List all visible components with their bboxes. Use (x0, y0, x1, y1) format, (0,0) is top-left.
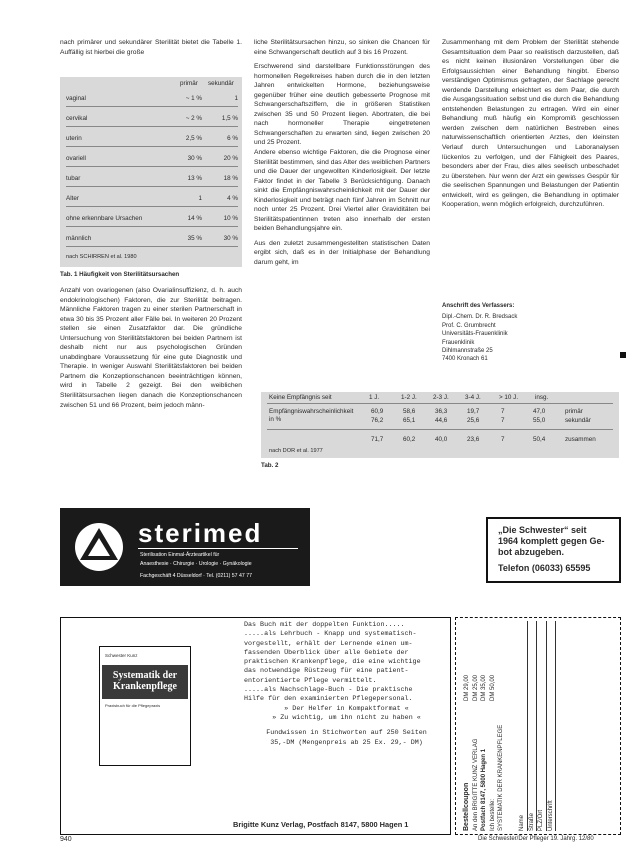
row-label: tubar (66, 175, 81, 182)
sterimed-line2: Anaesthesie · Chirurgie · Urologie · Gynäkologie (140, 561, 252, 567)
row-label: ovariell (66, 155, 86, 162)
book-description (244, 621, 449, 748)
coupon-line: SYSTEMATIK DER KRANKENPFLEGE (498, 724, 505, 831)
table2-cell: 7 (501, 417, 505, 424)
table2-cell: 47,0 (533, 408, 546, 415)
coupon-price: DM 29,00 (464, 674, 470, 701)
table2-cell: 40,0 (435, 436, 448, 443)
row-label: uterin (66, 135, 82, 142)
table2-header: Keine Empfängnis seit (269, 394, 332, 401)
row-value-primary: 1 (198, 195, 202, 202)
coupon-line: Postfach 8147, 5800 Hagen 1 (481, 748, 488, 831)
row-value-primary: ~ 2 % (185, 115, 202, 122)
row-label: Alter (66, 195, 79, 202)
table-row (60, 111, 242, 127)
author-line: 7400 Kronach 61 (442, 356, 488, 363)
table2-source: nach DOR et al. 1977 (269, 448, 323, 454)
row-value-primary: 2,5 % (185, 135, 202, 142)
book-author: Schwester Kunz (105, 653, 138, 658)
table-2 (261, 392, 619, 458)
row-value-secondary: 30 % (223, 235, 238, 242)
table2-cell: 55,0 (533, 417, 546, 424)
table1-header-secondary: sekundär (208, 80, 234, 87)
table2-row-group: zusammen (565, 436, 596, 443)
table2-cell: 23,6 (467, 436, 480, 443)
sterimed-line3: Fachgeschäft 4 Düsseldorf · Tel. (0211) 57 47 77 (140, 573, 252, 579)
book-desc-line: Hilfe für den examinierten Pflegepersonal. (244, 695, 413, 704)
sterimed-line1: Sterilisation Einmal-Ärzteartikel für (140, 552, 220, 558)
col3-text (442, 38, 619, 210)
book-title-line: Krankenpflege (113, 681, 177, 692)
table2-header: > 10 J. (499, 394, 519, 401)
row-label: männlich (66, 235, 92, 242)
author-line: Frauenklinik (442, 339, 475, 346)
coupon-price: DM 25,00 (472, 674, 479, 701)
row-value-secondary: 10 % (223, 215, 238, 222)
table1-source: nach SCHIRREN et al. 1980 (66, 254, 137, 260)
book-ad (60, 617, 451, 835)
table2-cell: 50,4 (533, 436, 546, 443)
author-address (442, 302, 619, 364)
table1-header-primary: primär (180, 80, 198, 87)
order-coupon (455, 617, 621, 835)
table-row (60, 191, 242, 207)
journal-footer: Die Schwester/Der Pfleger 19. Jahrg. 12/80 (478, 836, 594, 842)
table-row (60, 231, 242, 247)
book-desc-line: das notwendige Rüstzeug für eine patient- (244, 667, 409, 676)
row-label: cervikal (66, 115, 88, 122)
table-row (60, 171, 242, 187)
coupon-field[interactable]: PLZ/Ort (537, 621, 547, 831)
row-value-primary: 35 % (187, 235, 202, 242)
coupon-field[interactable]: Straße (528, 621, 538, 831)
table2-header: 1 J. (369, 394, 380, 401)
table-1 (60, 77, 242, 267)
table2-row-group: primär (565, 408, 583, 415)
book-title-line: Systematik der (112, 670, 178, 681)
book-subtitle: Praxisbuch für die Pflegepraxis (105, 703, 161, 708)
book-desc-line: » Der Helfer in Kompaktformat « (284, 704, 409, 713)
row-label: vaginal (66, 95, 86, 102)
author-line: Dipl.-Chem. Dr. R. Bredsack (442, 314, 518, 321)
table2-row-label: Empfängniswahrscheinlichkeit in % (269, 408, 354, 423)
author-line: Prof. C. Grumbrecht (442, 322, 496, 329)
coupon-line: An den BRIGITTE KUNZ VERLAG (472, 738, 479, 831)
col3-paragraph: Zusammenhang mit dem Problem der Sterilität stehende Gesamtsituation dem Paar so realistisch darzustellen, daß es nicht keinen illusionären Vorstellungen über die Erfolgsaussichten einer Behandlung hingibt. Ebenso verständigen Optimismus gefragten, der Sachlage gerecht werdende Darstellung erleichtert es dem Paar, die durch die Ausgangssituation selbst und die durch die Behandlung entstehenden Belastungen zu ertragen. Wird ein einer Behandlung muß häufig ein Kompromiß geschlossen werden zwischen dem natürlichen Bestreben eines naturwissenschaftlich orientierten Arztes, den kleinsten Verlauf durch Untersuchungen und Laboranalysen lückenlos zu verfolgen, und der Fähigkeit des Paares, besonders aber der Frau, dies alles seelisch unbeschadet zu überstehen. Nur wenn der Arzt ein gewisses Gespür für die seelischen Spannungen und Belastungen der Patientin entwickelt, wird es gelingen, die Behandlung in optimaler Kooperation, wenn möglich erfolgreich, durchzuführen. (442, 39, 619, 209)
col2-paragraph: Andere ebenso wichtige Faktoren, die die Prognose einer Sterilität bestimmen, sind das Alter des weiblichen Partners und die Dauer der ungewollten Kinderlosigkeit. Der letzte Faktor findet in der Tabelle 3 Berücksichtigung. Danach sinkt die Empfängniswahrscheinlichkeit mit der Dauer der Kinderlosigkeit und beträgt nach fünf Jahren im Schnitt nur noch unter 25 Prozent. Drei Viertel aller Graviditäten bei Sterilitätspatientinnen treten also innerhalb der ersten beiden Behandlungsjahre ein. (254, 149, 430, 233)
col1-lead: nach primärer und sekundärer Sterilität bietet die Tabelle 1. Auffällig ist hierbei die große (60, 39, 242, 56)
schwester-ad-line: 1964 komplett gegen Ge- (498, 536, 605, 546)
row-value-primary: 30 % (187, 155, 202, 162)
table2-cell: 60,2 (403, 436, 416, 443)
table2-header: 3-4 J. (465, 394, 481, 401)
table2-cell: 7 (501, 436, 505, 443)
book-desc-line: .....als Lehrbuch - Knapp und systematisch- (244, 630, 417, 639)
book-desc-line: .....als Nachschlage-Buch - Die praktische (244, 686, 413, 695)
book-desc-line: 35,-DM (Mengenpreis ab 25 Ex. 29,- DM) (270, 738, 423, 747)
sterimed-logo-icon (72, 516, 126, 578)
book-desc-line: fassenden Überblick über alle Gebiete der (244, 648, 409, 657)
row-value-secondary: 4 % (227, 195, 238, 202)
schwester-ad (486, 517, 621, 583)
table2-cell: 7 (501, 408, 505, 415)
book-desc-line: vorgestellt, erhält der Lernende einen um- (244, 639, 413, 648)
row-value-primary: 13 % (187, 175, 202, 182)
coupon-price: DM 35,00 (481, 674, 488, 701)
book-desc-line: Das Buch mit der doppelten Funktion..... (244, 621, 405, 629)
row-value-secondary: 18 % (223, 175, 238, 182)
coupon-title: Bestellcoupon (463, 782, 470, 831)
book-publisher: Brigitte Kunz Verlag, Postfach 8147, 5800 Hagen 1 (233, 820, 409, 829)
col2-paragraph: liche Sterilitätsursachen hinzu, so sinken die Chancen für eine Schwangerschaft deutlich auf 3 bis 16 Prozent. (254, 39, 430, 56)
table2-cell: 36,3 (435, 408, 448, 415)
end-mark (620, 352, 626, 358)
table2-caption: Tab. 2 (261, 462, 279, 469)
coupon-field[interactable]: Unterschrift (547, 621, 557, 831)
table2-header: 1-2 J. (401, 394, 417, 401)
author-line: Dihlmannstraße 25 (442, 348, 493, 355)
table2-cell: 44,6 (435, 417, 448, 424)
table2-cell: 76,2 (371, 417, 384, 424)
sterimed-ad (60, 508, 310, 586)
schwester-ad-line: Telefon (06033) 65595 (498, 563, 591, 573)
table2-cell: 71,7 (371, 436, 384, 443)
col1-body: Anzahl von ovariogenen (also Ovarialinsuffizienz, d. h. auch endokrinologischen) Faktoren, die zur Sterilität beitragen. Männliche Faktoren tragen zu einer sterilen Partnerschaft in etwa 30 bis 35 Prozent aller Fälle bei. In weiteren 20 Prozent stellen sie einen Zusatzfaktor dar. Die gründliche Untersuchung von Sterilitätsfaktoren bei beiden Partnern ist deshalb nicht nur aus psychologischen Gründen unabdingbare Voraussetzung für eine gute Diagnostik und Therapie. In weniger Auswahl Sterilitätsfaktoren bei beiden Partnern die Konzeptionschancen beeinträchtigen können, wird in Tabelle 2 gezeigt. Bei den weiblichen Sterilitätsursachen liegen danach die Konzeptionschancen zwischen 51 und 66 Prozent, beim jedoch männ- (60, 287, 242, 409)
table1-caption: Tab. 1 Häufigkeit von Sterilitätsursachen (60, 271, 180, 278)
coupon-line: Ich bestelle: (489, 798, 496, 831)
schwester-ad-line: „Die Schwester“ seit (498, 525, 587, 535)
coupon-field[interactable]: Name (518, 621, 528, 831)
author-line: Universitäts-Frauenklinik (442, 331, 508, 338)
table2-header: insg. (535, 394, 549, 401)
table2-cell: 60,9 (371, 408, 384, 415)
table2-cell: 65,1 (403, 417, 416, 424)
book-desc-line: Fundwissen in Stichworten auf 250 Seiten (266, 729, 427, 738)
row-label: ohne erkennbare Ursachen (66, 215, 143, 222)
table2-cell: 58,6 (403, 408, 416, 415)
coupon-price: DM 50,00 (489, 674, 496, 701)
table2-header: 2-3 J. (433, 394, 449, 401)
table2-cell: 19,7 (467, 408, 480, 415)
table-row (60, 131, 242, 147)
table-row (60, 151, 242, 167)
author-heading: Anschrift des Verfassers: (442, 303, 515, 309)
book-desc-line: » Zu wichtig, um ihn nicht zu haben « (272, 713, 421, 722)
book-desc-line: entorientierte Pflege vermittelt. (244, 676, 377, 685)
row-value-secondary: 1 (234, 95, 238, 102)
table-row (60, 91, 242, 107)
col2-paragraph: Aus den zuletzt zusammengestellten statistischen Daten ergibt sich, daß es in der Initialphase der Behandlung darum geht, im (254, 239, 430, 267)
row-value-primary: ~ 1 % (185, 95, 202, 102)
book-cover (99, 646, 191, 766)
row-value-secondary: 1,5 % (221, 115, 238, 122)
row-value-secondary: 6 % (227, 135, 238, 142)
table-row (60, 211, 242, 227)
table2-cell: 25,6 (467, 417, 480, 424)
schwester-ad-line: bot abzugeben. (498, 547, 564, 557)
row-value-secondary: 20 % (223, 155, 238, 162)
book-title-block (102, 665, 188, 699)
page-number: 940 (60, 836, 72, 843)
table2-row-group: sekundär (565, 417, 591, 424)
coupon-content (463, 621, 613, 831)
sterimed-brand: sterimed (138, 518, 263, 548)
book-desc-line: praktischen Krankenpflege, die eine wichtige (244, 658, 421, 667)
row-value-primary: 14 % (187, 215, 202, 222)
col2-paragraph: Erschwerend sind darstellbare Funktionsstörungen des hormonellen Regelkreises haben durch die in den letzten Jahren entwickelten Hormone, beziehungsweise gegenüber früher eine deutlich gebesserte Prognose mit Schwangerschaftsziffern, die in größeren Statistiken zwischen 35 und 50 Prozent liegen. Abortraten, die bei nach hormoneller Therapie eingetretenen Schwangerschaften zu erwarten sind, liegen zwischen 20 und 25 Prozent. (254, 63, 430, 147)
col2-text (254, 38, 430, 268)
